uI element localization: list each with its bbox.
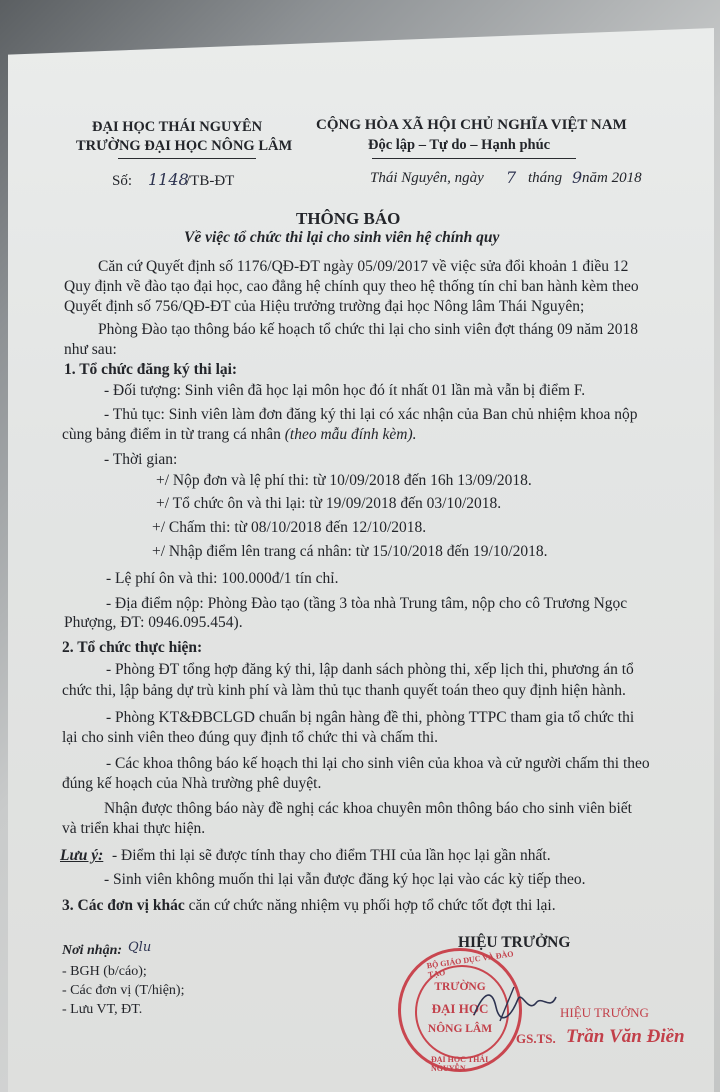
intro-line: Phòng Đào tạo thông báo kế hoạch tổ chức thi lại cho sinh viên đợt tháng 09 năm 2018 [98,321,639,338]
role-stamp: HIỆU TRƯỞNG [560,1005,649,1020]
date-day: 7 [506,168,517,187]
date-month-label: tháng [528,170,563,186]
section2-text: chức thi, lập bảng dự trù kinh phí và làm thủ tục thanh quyết toán theo quy định hiện hành. [62,682,626,699]
document-title: THÔNG BÁO [296,209,401,228]
header-left-underline [118,158,256,159]
section1-thu-tuc-cont [62,426,416,444]
section1-heading: 1. Tổ chức đăng ký thi lại: [64,361,238,378]
intro-line: như sau: [64,341,117,358]
section1-doi-tuong: - Đối tượng: Sinh viên đã học lại môn học đó ít nhất 01 lần mà vẫn bị điểm F. [104,382,586,399]
recipient-item: - BGH (b/cáo); [62,964,147,979]
date-month: 9 [572,168,583,187]
institution-name: ĐẠI HỌC THÁI NGUYÊN [92,119,263,135]
intro-line: Căn cứ Quyết định số 1176/QĐ-ĐT ngày 05/09/2017 về việc sửa đổi khoản 1 điều 12 [98,258,629,275]
section1-thu-tuc: - Thủ tục: Sinh viên làm đơn đăng ký thi lại có xác nhận của Ban chủ nhiệm khoa nộp [104,406,638,423]
date-year: năm 2018 [582,170,642,186]
nation-motto: Độc lập – Tự do – Hạnh phúc [368,137,551,153]
document-subtitle: Về việc tổ chức thi lại cho sinh viên hệ chính quy [184,229,500,246]
nation-title: CỘNG HÒA XÃ HỘI CHỦ NGHĨA VIỆT NAM [316,117,627,133]
school-name: TRƯỜNG ĐẠI HỌC NÔNG LÂM [76,138,293,154]
note-line: - Sinh viên không muốn thi lại vẫn được đăng ký học lại vào các kỳ tiếp theo. [104,871,586,888]
signer-prefix: GS.TS. [516,1031,556,1046]
section2-text: Nhận được thông báo này đề nghị các khoa chuyên môn thông báo cho sinh viên biết [104,800,632,817]
so-number: 1148 [148,170,189,189]
recipient-item: - Lưu VT, ĐT. [62,1002,143,1017]
note-line: - Điểm thi lại sẽ được tính thay cho điểm THI của lần học lại gần nhất. [112,847,551,864]
note-label: Lưu ý: [60,847,104,864]
schedule-item: +/ Tổ chức ôn và thi lại: từ 19/09/2018 đến 03/10/2018. [156,495,502,512]
seal-ring-top: BỘ GIÁO DỤC VÀ ĐÀO TẠO [426,949,515,980]
seal-ring-bottom: ĐẠI HỌC THÁI NGUYÊN [431,1055,489,1073]
seal-line3: NÔNG LÂM [427,1023,493,1035]
intro-line: Quy định về đào tạo đại học, cao đẳng hệ chính quy theo hệ thống tín chỉ ban hành kèm theo [64,278,639,295]
signature-title: HIỆU TRƯỞNG [458,934,571,951]
schedule-item: +/ Chấm thi: từ 08/10/2018 đến 12/10/2018. [152,519,427,536]
header-right-underline [372,158,576,159]
seal-line2: ĐẠI HỌC [431,1001,489,1016]
thu-tuc-text: cùng bảng điểm in từ trang cá nhân [62,426,281,443]
section2-text: đúng kế hoạch của Nhà trường phê duyệt. [62,775,322,792]
section3-bold: 3. Các đơn vị khác [62,897,185,914]
so-label: Số: [112,173,133,189]
schedule-item: +/ Nhập điểm lên trang cá nhân: từ 15/10/2018 đến 19/10/2018. [152,543,548,560]
recipients-label: Nơi nhận: [62,943,123,958]
section1-dia-diem-cont: Phượng, ĐT: 0946.095.454). [64,614,243,631]
section3 [62,897,556,915]
recipients-initial: Qlu [128,940,152,955]
thu-tuc-italic: (theo mẫu đính kèm). [284,426,417,443]
handwritten-signature [470,985,560,1025]
seal-line1: TRƯỜNG [434,981,486,993]
section2-heading: 2. Tổ chức thực hiện: [62,639,203,656]
section2-text: lại cho sinh viên theo đúng quy định tổ chức thi và chấm thi. [62,729,439,746]
section1-dia-diem: - Địa điểm nộp: Phòng Đào tạo (tầng 3 tòa nhà Trung tâm, nộp cho cô Trương Ngọc [106,595,628,612]
date-prefix: Thái Nguyên, ngày [370,170,484,186]
recipient-item: - Các đơn vị (T/hiện); [62,983,185,998]
signer-name: Trần Văn Điền [566,1026,685,1047]
section2-text: - Phòng ĐT tổng hợp đăng ký thi, lập danh sách phòng thi, xếp lịch thi, phương án tổ [106,661,634,678]
intro-line: Quyết định số 756/QĐ-ĐT của Hiệu trưởng trường đại học Nông lâm Thái Nguyên; [64,298,585,315]
section3-rest: căn cứ chức năng nhiệm vụ phối hợp tổ chức tốt đợt thi lại. [188,897,556,914]
section1-le-phi: - Lệ phí ôn và thi: 100.000đ/1 tín chỉ. [106,570,339,587]
so-suffix: /TB-ĐT [186,173,235,189]
section1-thoi-gian: - Thời gian: [104,451,178,468]
section2-text: và triển khai thực hiện. [62,820,206,837]
section2-text: - Các khoa thông báo kế hoạch thi lại cho sinh viên của khoa và cử người chấm thi theo [106,755,650,772]
schedule-item: +/ Nộp đơn và lệ phí thi: từ 10/09/2018 đến 16h 13/09/2018. [156,472,532,489]
section2-text: - Phòng KT&ĐBCLGD chuẩn bị ngân hàng đề thi, phòng TTPC tham gia tổ chức thi [106,709,635,726]
